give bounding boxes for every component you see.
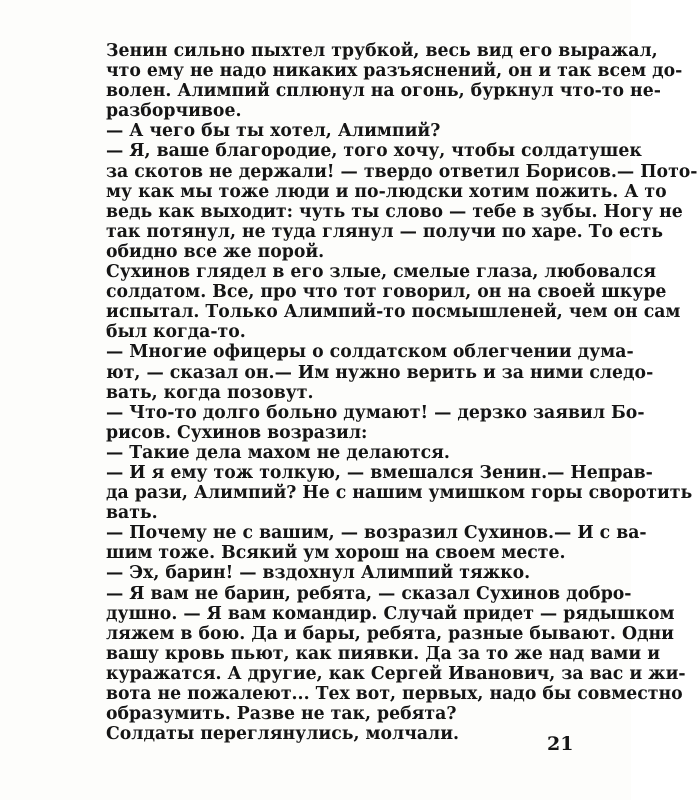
text-line: — А чего бы ты хотел, Алимпий? <box>106 121 441 142</box>
text-line: ведь как выходит: чуть ты слово — тебе в зубы. Ногу не <box>106 201 683 222</box>
text-line: Сухинов глядел в его злые, смелые глаза, любовался <box>106 262 657 283</box>
text-line: — Многие офицеры о солдатском облегчении дума- <box>106 342 634 363</box>
text-line: — И я ему тож толкую, — вмешался Зенин.— Неправ- <box>106 462 653 483</box>
text-line: — Я, ваше благородие, того хочу, чтобы солдатушек <box>106 141 642 162</box>
paragraph <box>84 724 573 744</box>
text-line: — Такие дела махом не делаются. <box>106 442 450 463</box>
text-line: был когда-то. <box>106 322 246 343</box>
text-line: Солдаты переглянулись, молчали. <box>106 724 460 745</box>
paragraph <box>84 121 573 141</box>
text-line: волен. Алимпий сплюнул на огонь, буркнул что-то не- <box>106 81 661 102</box>
text-line: образумить. Разве не так, ребята? <box>106 704 457 725</box>
text-line: — Что-то долго больно думают! — дерзко заявил Бо- <box>106 402 645 423</box>
paragraph <box>84 563 573 583</box>
paragraph <box>84 41 683 122</box>
text-line: куражатся. А другие, как Сергей Иванович, за вас и жи- <box>106 663 686 684</box>
paragraph <box>84 342 654 403</box>
text-line: вать, когда позовут. <box>106 382 314 403</box>
text-line: разборчивое. <box>106 101 242 122</box>
text-line: душно. — Я вам командир. Случай придет — рядышком <box>106 603 675 624</box>
text-line: да рази, Алимпий? Не с нашим умишком горы своротить <box>106 483 693 504</box>
text-line: ют, — сказал он.— Им нужно верить и за ними следо- <box>106 362 654 383</box>
text-line: обидно все же порой. <box>106 241 325 262</box>
text-line: — Я вам не барин, ребята, — сказал Сухинов добро- <box>106 583 632 604</box>
paragraph <box>84 523 647 564</box>
text-line: — Почему не с вашим, — возразил Сухинов.— И с ва- <box>106 523 647 544</box>
paragraph <box>84 141 697 262</box>
text-line: ляжем в бою. Да и бары, ребята, разные бывают. Одни <box>106 623 674 644</box>
text-line: рисов. Сухинов возразил: <box>106 422 368 443</box>
paragraph <box>84 583 686 725</box>
text-line: вать. <box>106 503 158 524</box>
text-line: му как мы тоже люди и по-людски хотим пожить. А то <box>106 181 667 202</box>
paragraph <box>84 462 693 524</box>
text-line: вашу кровь пьют, как пиявки. Да за то же над вами и <box>106 643 661 664</box>
page-number: 21 <box>547 733 574 755</box>
paragraph <box>84 443 573 463</box>
text-line: испытал. Только Алимпий-то посмышленей, чем он сам <box>106 302 681 323</box>
text-line: вота не пожалеют... Тех вот, первых, надо бы совместно <box>106 684 683 704</box>
text-line: Зенин сильно пыхтел трубкой, весь вид его выражал, <box>106 41 658 61</box>
text-line: шим тоже. Всякий ум хорош на своем месте. <box>106 543 566 564</box>
text-line: за скотов не держали! — твердо ответил Борисов.— Пото- <box>106 161 697 182</box>
paragraph <box>84 262 681 343</box>
text-line: солдатом. Все, про что тот говорил, он на своей шкуре <box>106 282 667 303</box>
text-line: — Эх, барин! — вздохнул Алимпий тяжко. <box>106 563 531 584</box>
text-line: так потянул, не туда глянул — получи по харе. То есть <box>106 221 663 242</box>
paragraph <box>84 402 645 443</box>
text-line: что ему не надо никаких разъяснений, он и так всем до- <box>106 61 683 82</box>
